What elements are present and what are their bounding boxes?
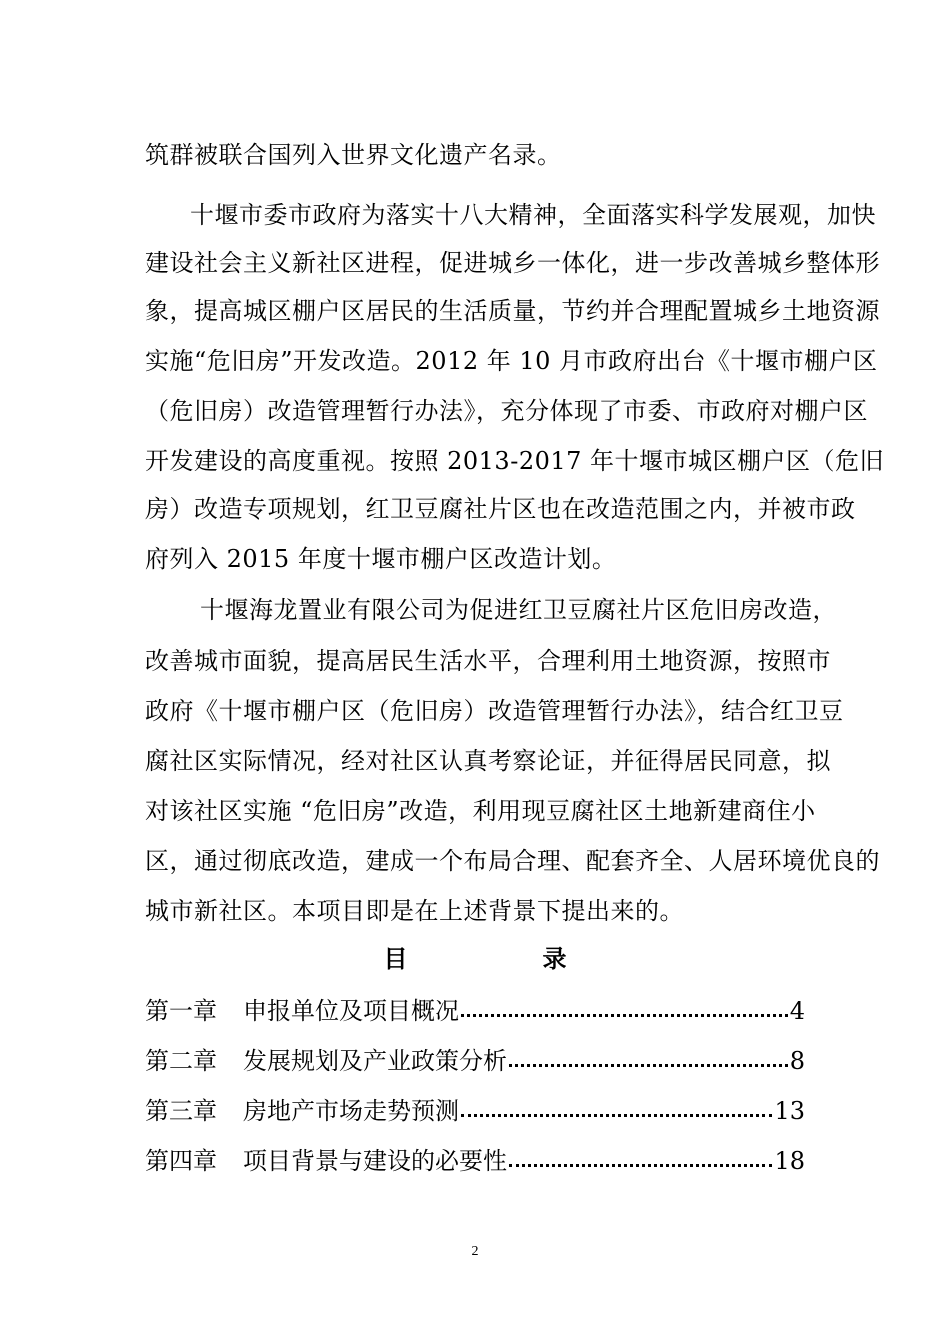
body-line: 象，提高城区棚户区居民的生活质量，节约并合理配置城乡土地资源 — [145, 297, 880, 325]
toc-title-left: 目 — [383, 944, 408, 973]
toc-page-number: 8 — [789, 1047, 805, 1075]
body-line: 城市新社区。本项目即是在上述背景下提出来的。 — [145, 897, 684, 925]
body-line: 府列入 2015 年度十堰市棚户区改造计划。 — [145, 545, 617, 573]
toc-title-right: 录 — [542, 944, 567, 973]
toc-leader-dots — [509, 1164, 772, 1167]
toc-entry[interactable] — [145, 1046, 805, 1076]
toc-entry-title: 项目背景与建设的必要性 — [243, 1147, 507, 1175]
toc-entry-title: 申报单位及项目概况 — [243, 997, 459, 1025]
toc-page-number: 18 — [774, 1147, 805, 1175]
toc-entry[interactable] — [145, 1096, 805, 1126]
toc-page-number: 4 — [789, 997, 805, 1025]
body-line: 十堰海龙置业有限公司为促进红卫豆腐社片区危旧房改造， — [200, 596, 837, 624]
body-line: 对该社区实施 “危旧房”改造，利用现豆腐社区土地新建商住小 — [145, 797, 816, 825]
toc-chapter: 第三章 — [145, 1097, 217, 1125]
toc-entry[interactable] — [145, 996, 805, 1026]
body-line: （危旧房）改造管理暂行办法》，充分体现了市委、市政府对棚户区 — [145, 397, 868, 425]
toc-page-number: 13 — [774, 1097, 805, 1125]
toc-chapter: 第二章 — [145, 1047, 217, 1075]
body-line: 筑群被联合国列入世界文化遗产名录。 — [145, 141, 562, 169]
body-line: 开发建设的高度重视。按照 2013-2017 年十堰市城区棚户区（危旧 — [145, 447, 885, 475]
toc-entry-title: 房地产市场走势预测 — [243, 1097, 459, 1125]
toc-leader-dots — [461, 1114, 772, 1117]
body-line: 腐社区实际情况，经对社区认真考察论证，并征得居民同意，拟 — [145, 747, 831, 775]
page-number: 2 — [471, 1244, 479, 1259]
toc-title — [0, 944, 950, 974]
toc-entry[interactable] — [145, 1146, 805, 1176]
body-line: 政府《十堰市棚户区（危旧房）改造管理暂行办法》，结合红卫豆 — [145, 697, 844, 725]
body-line: 实施“危旧房”开发改造。2012 年 10 月市政府出台《十堰市棚户区 — [145, 347, 878, 375]
body-line: 区，通过彻底改造，建成一个布局合理、配套齐全、人居环境优良的 — [145, 847, 880, 875]
toc-chapter: 第四章 — [145, 1147, 217, 1175]
body-line: 十堰市委市政府为落实十八大精神，全面落实科学发展观，加快 — [190, 201, 876, 229]
body-line: 改善城市面貌，提高居民生活水平，合理利用土地资源，按照市 — [145, 647, 831, 675]
toc-chapter: 第一章 — [145, 997, 217, 1025]
toc-leader-dots — [461, 1014, 788, 1017]
toc-leader-dots — [509, 1064, 788, 1067]
toc-entry-title: 发展规划及产业政策分析 — [243, 1047, 507, 1075]
body-line: 建设社会主义新社区进程，促进城乡一体化，进一步改善城乡整体形 — [145, 249, 880, 277]
body-line: 房）改造专项规划，红卫豆腐社片区也在改造范围之内，并被市政 — [145, 495, 856, 523]
